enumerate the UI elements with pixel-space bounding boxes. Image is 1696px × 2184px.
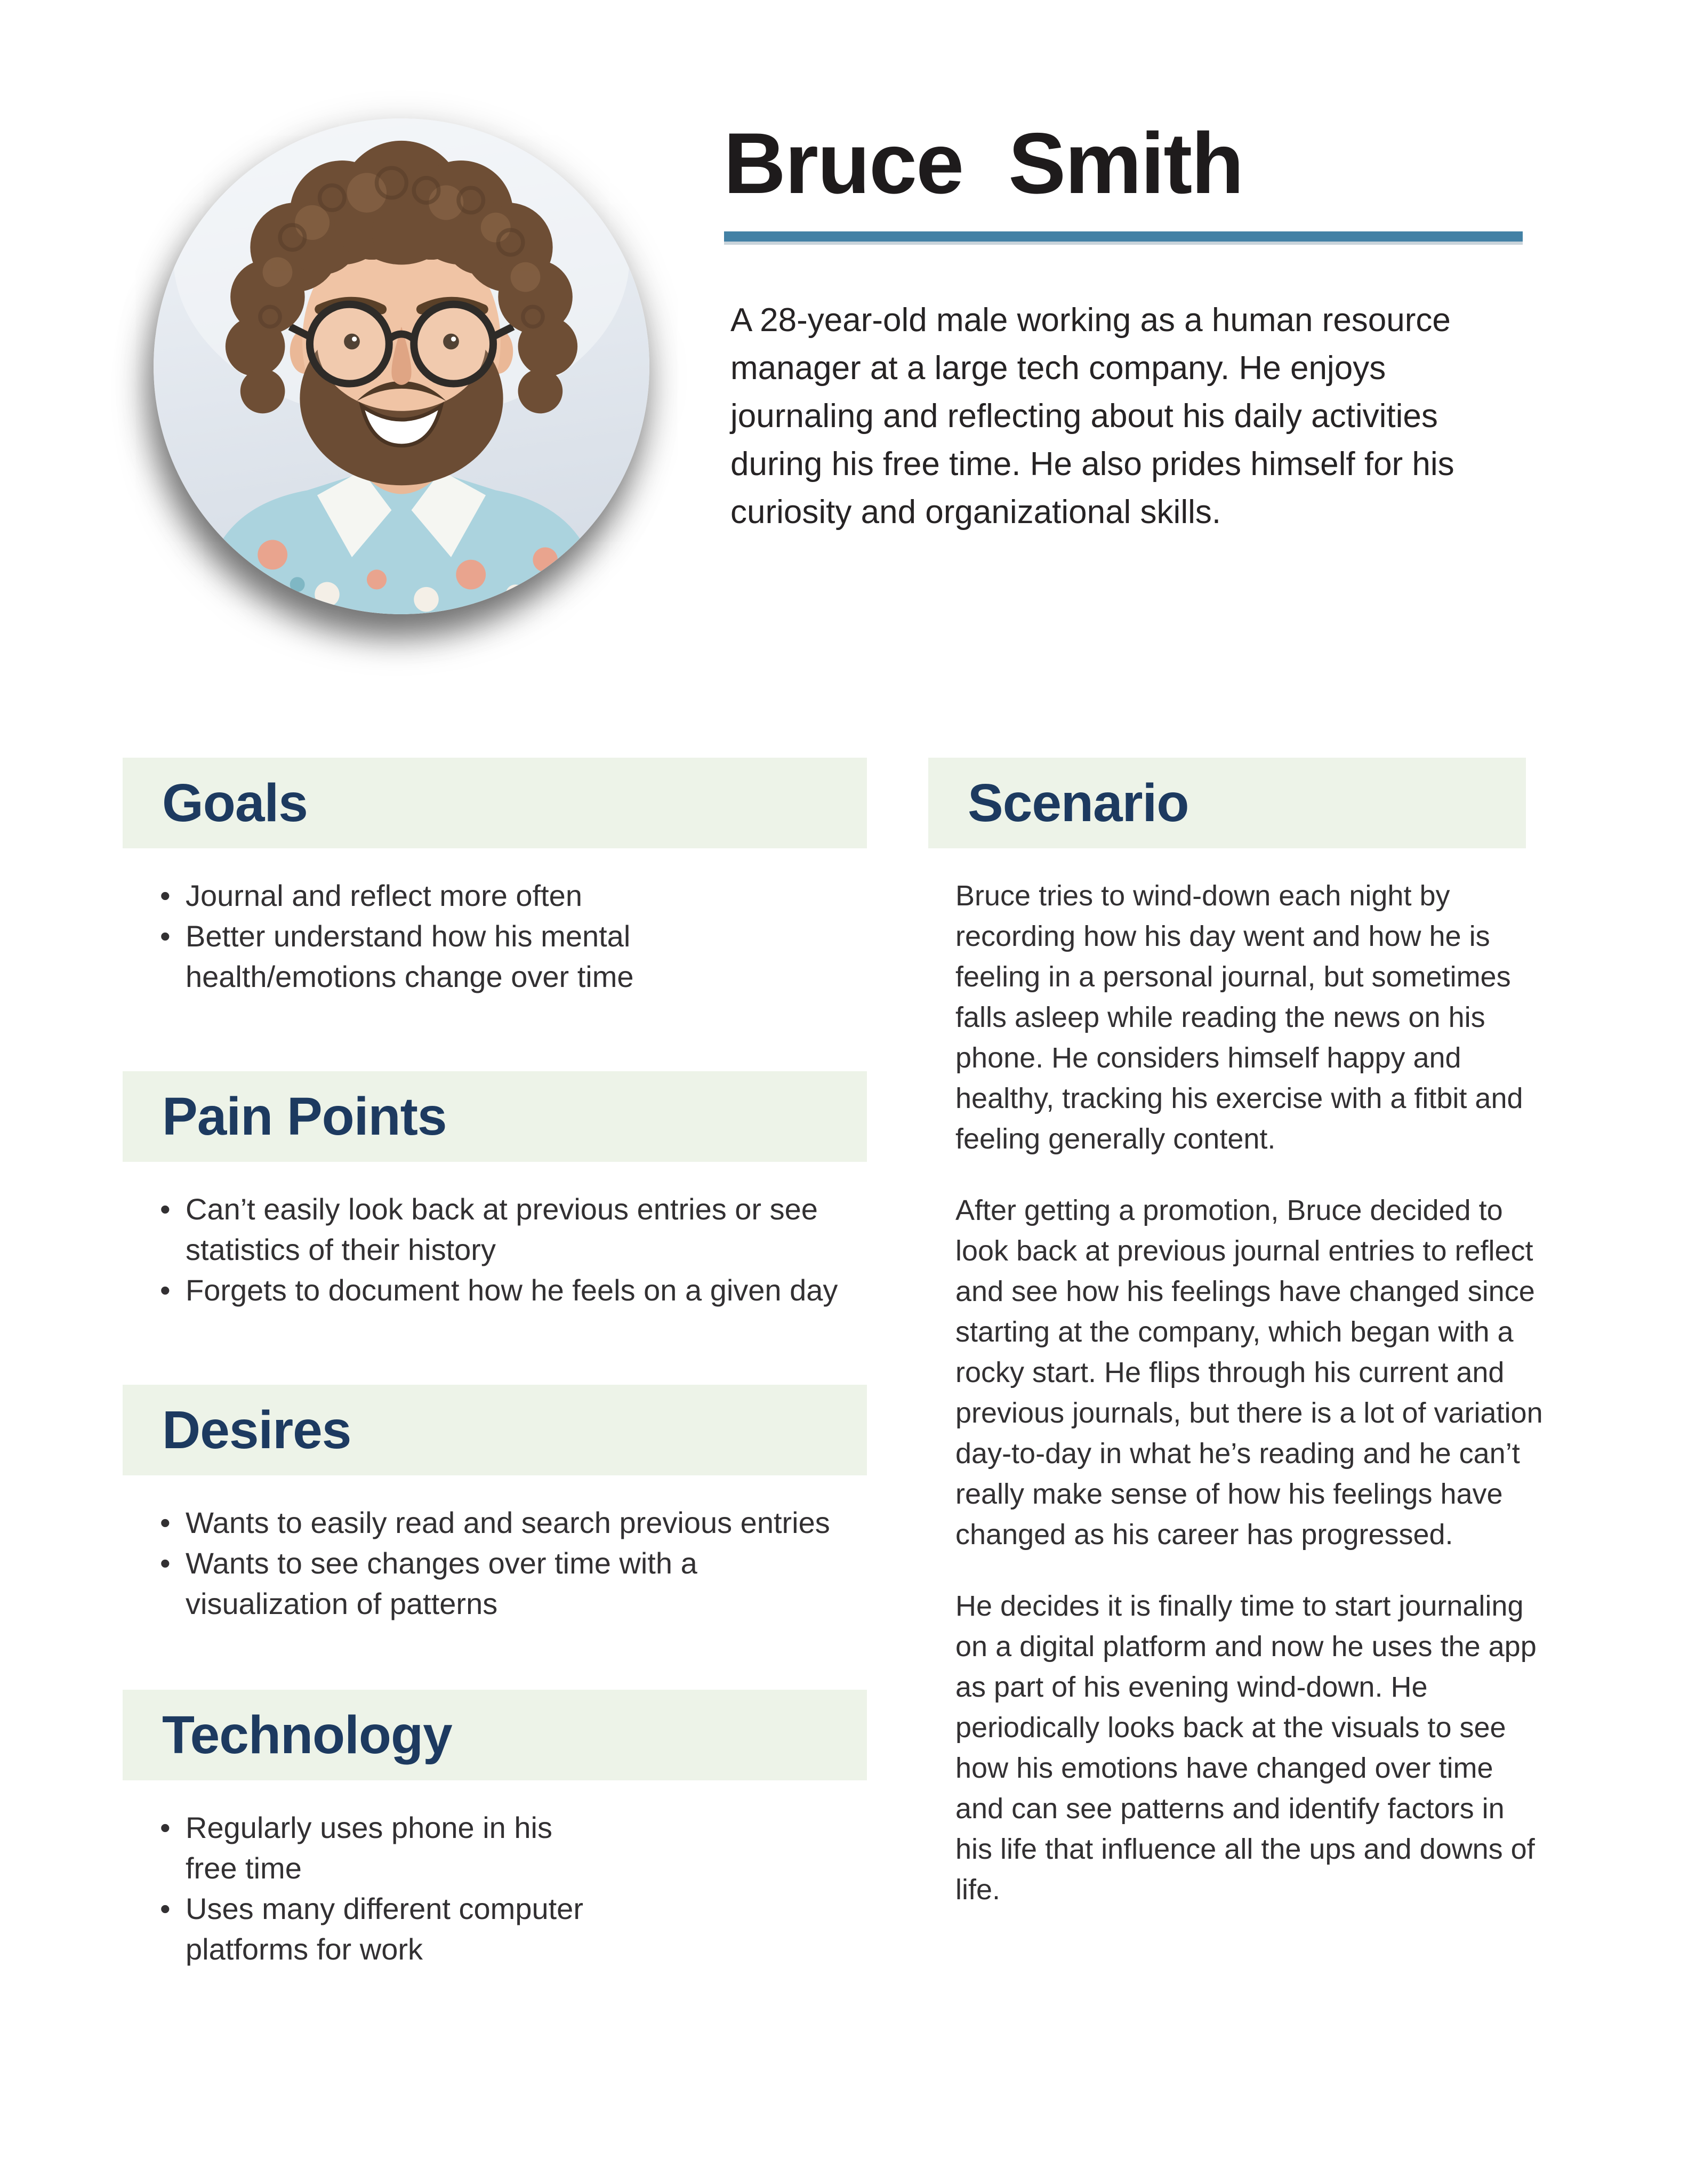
section-desires-title: Desires — [162, 1400, 351, 1460]
section-pain-points-header — [123, 1071, 867, 1162]
persona-photo — [154, 118, 649, 614]
section-technology-header — [123, 1690, 867, 1780]
title-accent-bar — [724, 231, 1523, 245]
bullet-item: • Forgets to document how he feels on a given day — [156, 1270, 870, 1311]
persona-photo-illustration — [154, 118, 649, 614]
scenario-paragraph: He decides it is finally time to start journaling on a digital platform and now he uses the app as part of his evening wind-down. He periodically looks back at the visuals to see how his emotions have changed over time and can see patterns and identify factors in his life that influence all the ups and downs of life. — [955, 1590, 1537, 1906]
bullet-item: • Journal and reflect more often — [156, 876, 636, 916]
section-desires-header — [123, 1385, 867, 1475]
scenario-paragraph: After getting a promotion, Bruce decided to look back at previous journal entries to reflect and see how his feelings have changed since starting at the company, which began with a rocky start. He flips through his current and previous journals, but there is a lot of variation day-to-day in what he’s reading and he can’t really make sense of how his feelings have changed as his career has progressed. — [955, 1194, 1543, 1551]
section-scenario-title: Scenario — [968, 773, 1189, 833]
section-technology-title: Technology — [162, 1705, 452, 1765]
bullet-item: • Better understand how his mental health/emotions change over time — [156, 916, 636, 997]
persona-name: Bruce Smith — [724, 115, 1243, 212]
technology-list — [156, 1808, 604, 1970]
bullet-item: • Wants to see changes over time with a visualization of patterns — [156, 1543, 854, 1624]
pain-points-list — [156, 1189, 870, 1311]
section-scenario-header — [928, 758, 1526, 848]
scenario-paragraph: Bruce tries to wind-down each night by recording how his day went and how he is feeling in a personal journal, but sometimes falls asleep while reading the news on his phone. He considers himself happy and healthy, tracking his exercise with a fitbit and feeling generally content. — [955, 880, 1523, 1155]
section-goals-title: Goals — [162, 773, 308, 833]
bullet-item: • Regularly uses phone in his free time — [156, 1808, 604, 1889]
scenario-text — [955, 876, 1547, 1941]
section-pain-points-title: Pain Points — [162, 1086, 447, 1146]
bullet-item: • Uses many different computer platforms for work — [156, 1889, 604, 1970]
desires-list — [156, 1503, 854, 1624]
persona-summary: A 28-year-old male working as a human resource manager at a large tech company. He enjoys journaling and reflecting about his daily activities during his free time. He also prides himself for his curiosity and organizational skills. — [730, 302, 1454, 531]
bullet-item: • Wants to easily read and search previous entries — [156, 1503, 854, 1543]
goals-list — [156, 876, 636, 997]
section-goals-header — [123, 758, 867, 848]
bullet-item: • Can’t easily look back at previous entries or see statistics of their history — [156, 1189, 870, 1270]
